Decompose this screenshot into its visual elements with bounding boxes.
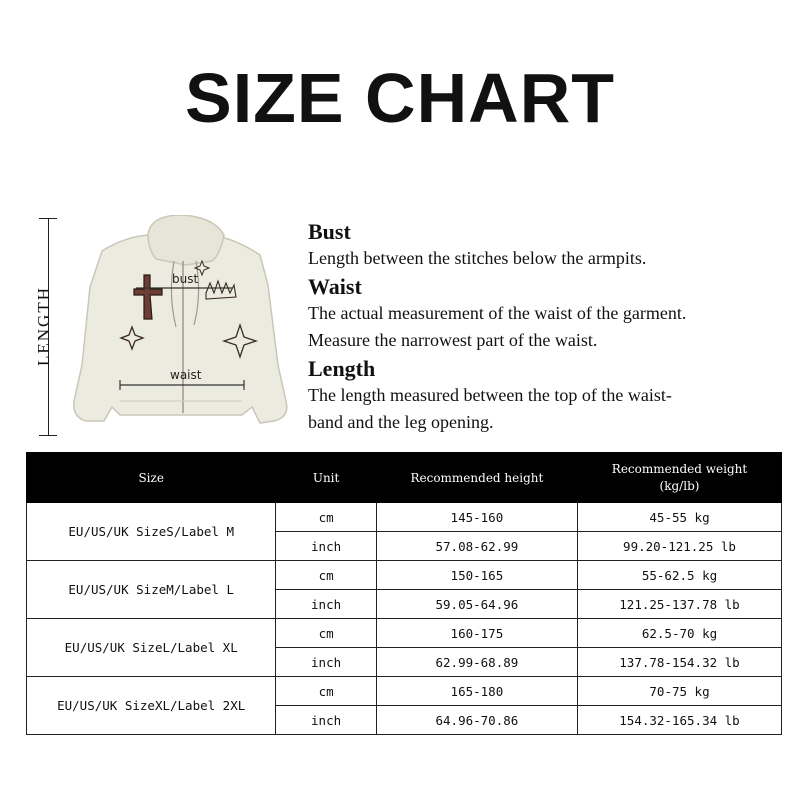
page-title: SIZE CHART	[185, 59, 615, 137]
header-weight-line2: (kg/lb)	[659, 479, 700, 493]
unit-cell: cm	[276, 503, 376, 532]
height-cell: 62.99-68.89	[376, 648, 577, 677]
hoodie-hood	[148, 215, 224, 265]
size-cell: EU/US/UK SizeS/Label M	[27, 503, 276, 561]
table-row	[27, 677, 782, 706]
header-weight	[578, 453, 782, 503]
height-cell: 57.08-62.99	[376, 532, 577, 561]
height-cell: 145-160	[376, 503, 577, 532]
length-text-line: The length measured between the top of the waist-	[308, 385, 672, 405]
size-cell: EU/US/UK SizeL/Label XL	[27, 619, 276, 677]
length-cap-bottom	[39, 435, 57, 436]
header-size: Size	[27, 453, 276, 503]
height-cell: 59.05-64.96	[376, 590, 577, 619]
waist-heading: Waist	[308, 274, 362, 299]
size-table	[26, 452, 782, 735]
bust-text-line: Length between the stitches below the armpits.	[308, 248, 647, 268]
table-row	[27, 561, 782, 590]
waist-description	[308, 273, 788, 354]
weight-cell: 154.32-165.34 lb	[578, 706, 782, 735]
measurement-descriptions	[308, 218, 788, 437]
height-cell: 165-180	[376, 677, 577, 706]
table-row	[27, 503, 782, 532]
length-description	[308, 355, 788, 436]
weight-cell: 137.78-154.32 lb	[578, 648, 782, 677]
unit-cell: inch	[276, 532, 376, 561]
unit-cell: inch	[276, 590, 376, 619]
length-label: LENGTH	[34, 286, 53, 366]
bust-label: bust	[172, 272, 199, 286]
weight-cell: 121.25-137.78 lb	[578, 590, 782, 619]
table-row	[27, 619, 782, 648]
weight-cell: 55-62.5 kg	[578, 561, 782, 590]
height-cell: 150-165	[376, 561, 577, 590]
bust-description	[308, 218, 788, 272]
weight-cell: 99.20-121.25 lb	[578, 532, 782, 561]
size-cell: EU/US/UK SizeM/Label L	[27, 561, 276, 619]
header-height: Recommended height	[376, 453, 577, 503]
bust-heading: Bust	[308, 219, 351, 244]
unit-cell: cm	[276, 677, 376, 706]
unit-cell: inch	[276, 648, 376, 677]
weight-cell: 45-55 kg	[578, 503, 782, 532]
header-weight-line1: Recommended weight	[611, 462, 748, 476]
unit-cell: cm	[276, 619, 376, 648]
waist-label: waist	[170, 368, 202, 382]
waist-text-line: The actual measurement of the waist of the garment.	[308, 303, 687, 323]
length-heading: Length	[308, 356, 376, 381]
waist-text-line: Measure the narrowest part of the waist.	[308, 330, 598, 350]
header-unit: Unit	[276, 453, 376, 503]
height-cell: 160-175	[376, 619, 577, 648]
length-cap-top	[39, 218, 57, 219]
height-cell: 64.96-70.86	[376, 706, 577, 735]
unit-cell: cm	[276, 561, 376, 590]
hoodie-illustration	[64, 215, 294, 435]
unit-cell: inch	[276, 706, 376, 735]
size-cell: EU/US/UK SizeXL/Label 2XL	[27, 677, 276, 735]
weight-cell: 70-75 kg	[578, 677, 782, 706]
weight-cell: 62.5-70 kg	[578, 619, 782, 648]
length-text-line: band and the leg opening.	[308, 412, 494, 432]
table-header-row	[27, 453, 782, 503]
